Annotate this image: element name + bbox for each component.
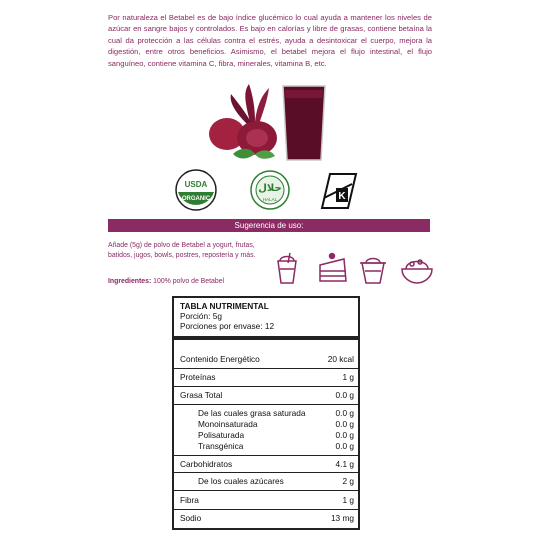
usage-text: Añade (5g) de polvo de Betabel a yogurt, frutas, batidos, jugos, bowls, postres, repostería y más.	[108, 242, 256, 259]
nutrition-row	[180, 441, 352, 452]
nutrient-label: Fibra	[180, 495, 199, 505]
servings-per-container: Porciones por envase: 12	[180, 321, 275, 331]
row-divider	[174, 404, 358, 405]
nutrient-label: Transgénica	[198, 441, 244, 451]
yogurt-icon	[360, 259, 386, 284]
nutrient-label: De los cuales azúcares	[198, 476, 284, 486]
nutrient-value: 1 g	[342, 372, 354, 382]
nutrient-value: 2 g	[342, 476, 354, 486]
ingredients-label: Ingredientes:	[108, 278, 152, 285]
nutrient-label: De las cuales grasa saturada	[198, 408, 306, 418]
nutrition-row	[180, 354, 352, 365]
usda-label: USDA	[184, 180, 208, 189]
smoothie-icon	[278, 253, 296, 283]
nutrient-label: Polisaturada	[198, 430, 245, 440]
kosher-letter: K	[338, 191, 346, 202]
beet-juice-image	[205, 82, 335, 162]
nutrition-table	[172, 296, 360, 530]
nutrient-value: 4.1 g	[335, 459, 354, 469]
row-divider	[174, 472, 358, 473]
nutrient-label: Carbohidratos	[180, 459, 233, 469]
nutrition-row	[180, 430, 352, 441]
nutrient-label: Sodio	[180, 513, 202, 523]
nutrient-label: Proteínas	[180, 372, 216, 382]
nutrient-value: 0.0 g	[335, 441, 354, 451]
nutrition-row	[180, 495, 352, 506]
row-divider	[174, 509, 358, 510]
product-description: Por naturaleza el Betabel es de bajo índice glucémico lo cual ayuda a mantener los niveles de azúcar en sangre bajos y controlados. Es bajo en calorías y libre de grasas, contiene betaína la cual da protección a las células contra el estrés, ayuda a desintoxicar el cuerpo, mejora la digestión, entre otros beneficios. Asimismo, el betabel mejora el flujo intestinal, el flujo sanguíneo, contiene vitamina C, fibra, minerales, vitamina B, etc.	[108, 13, 432, 68]
nutrient-value: 1 g	[342, 495, 354, 505]
nutrient-label: Contenido Energético	[180, 354, 260, 364]
nutrition-row	[180, 390, 352, 401]
serving-size: Porción: 5g	[180, 311, 222, 321]
ingredients-line	[108, 278, 224, 285]
nutrient-value: 0.0 g	[335, 419, 354, 429]
usage-icons	[274, 251, 434, 285]
halal-latin-text: HALAL	[262, 197, 278, 202]
nutrition-row	[180, 372, 352, 383]
ingredients-value: 100% polvo de Betabel	[151, 278, 225, 285]
nutrition-row	[180, 408, 352, 419]
row-divider	[174, 386, 358, 387]
usage-heading: Sugerencia de uso:	[108, 219, 430, 232]
nutrient-value: 0.0 g	[335, 408, 354, 418]
row-divider	[174, 455, 358, 456]
row-divider	[174, 368, 358, 369]
nutrient-value: 20 kcal	[327, 354, 354, 364]
nutrient-value: 0.0 g	[335, 430, 354, 440]
beet-leaves	[231, 84, 269, 124]
row-divider	[174, 490, 358, 491]
halal-arabic-text: حلال	[258, 183, 282, 194]
kosher-icon	[322, 174, 356, 208]
usda-organic-icon	[176, 170, 216, 210]
nutrition-row	[180, 419, 352, 430]
bowl-icon	[402, 260, 432, 283]
nutrition-row	[180, 476, 352, 487]
halal-icon	[251, 171, 289, 209]
nutrition-row	[180, 513, 352, 524]
organic-label: ORGANIC	[181, 196, 211, 202]
nutrient-value: 0.0 g	[335, 390, 354, 400]
cake-icon	[320, 254, 346, 282]
certification-badges	[170, 168, 370, 214]
nutrient-label: Grasa Total	[180, 390, 223, 400]
nutrient-label: Monoinsaturada	[198, 419, 258, 429]
nutrition-row	[180, 459, 352, 470]
nutrition-title: TABLA NUTRIMENTAL	[180, 301, 269, 311]
nutrition-thick-divider	[174, 336, 358, 340]
nutrient-value: 13 mg	[330, 513, 354, 523]
